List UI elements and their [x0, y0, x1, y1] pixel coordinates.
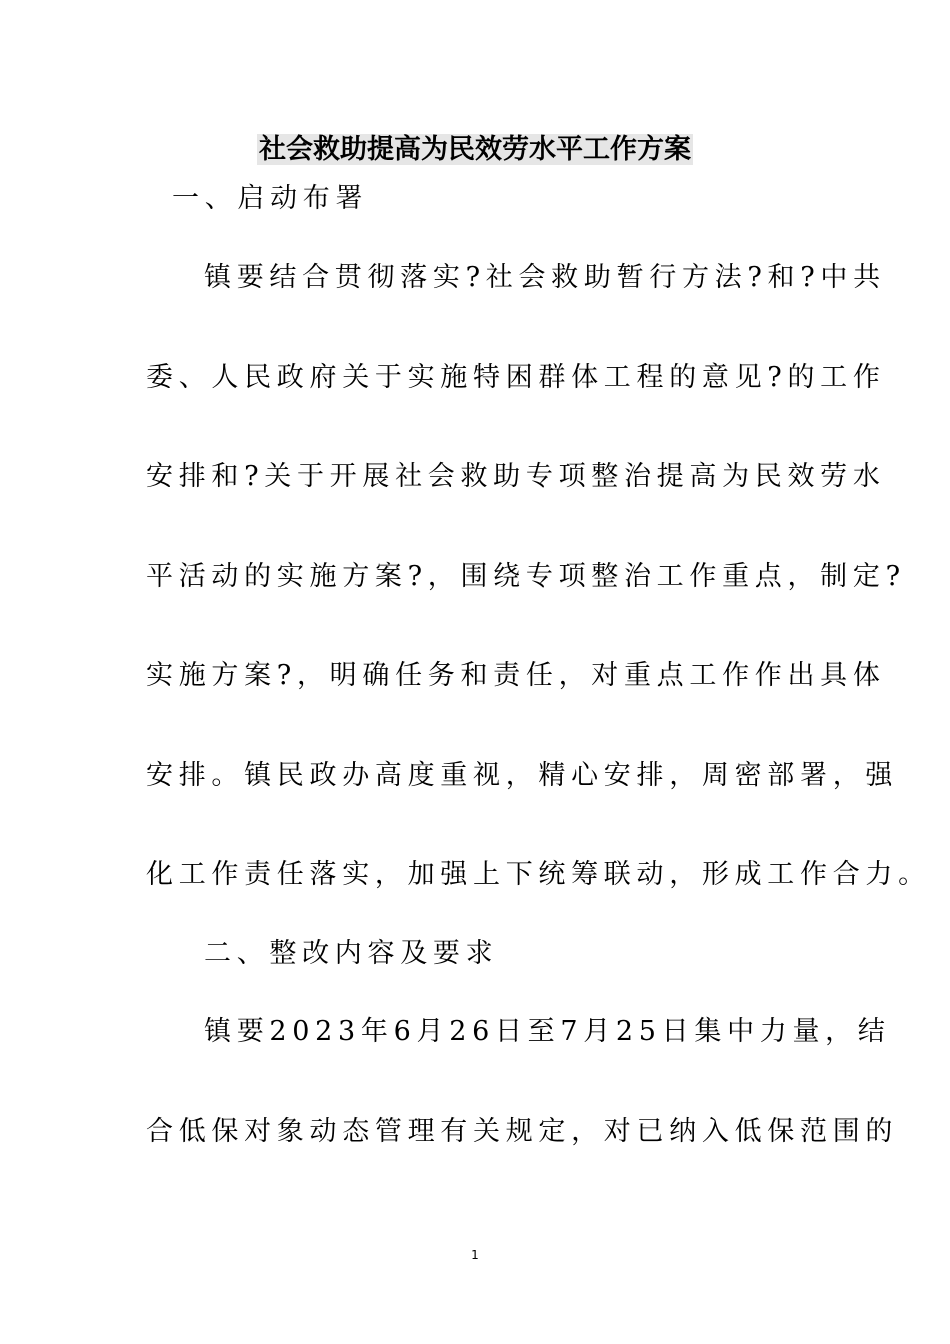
body-line: 委、人民政府关于实施特困群体工程的意见?的工作	[146, 362, 886, 393]
body-line: 合低保对象动态管理有关规定，对已纳入低保范围的	[146, 1116, 899, 1147]
body-line: 实施方案?，明确任务和责任，对重点工作作出具体	[146, 660, 886, 691]
body-line: 平活动的实施方案?，围绕专项整治工作重点，制定?	[146, 561, 906, 592]
document-title: 社会救助提高为民效劳水平工作方案	[259, 134, 691, 165]
body-line: 化工作责任落实，加强上下统筹联动，形成工作合力。	[146, 859, 931, 890]
body-line: 镇要2023年6月26日至7月25日集中力量，结	[204, 1016, 891, 1047]
body-line: 镇要结合贯彻落实?社会救助暂行方法?和?中共	[204, 262, 886, 293]
page-number: 1	[471, 1248, 479, 1262]
section-heading-2: 二、整改内容及要求	[204, 938, 499, 969]
section-heading-1: 一、启动布署	[172, 183, 369, 214]
body-line: 安排。镇民政办高度重视，精心安排，周密部署，强	[146, 760, 899, 791]
body-line: 安排和?关于开展社会救助专项整治提高为民效劳水	[146, 461, 886, 492]
